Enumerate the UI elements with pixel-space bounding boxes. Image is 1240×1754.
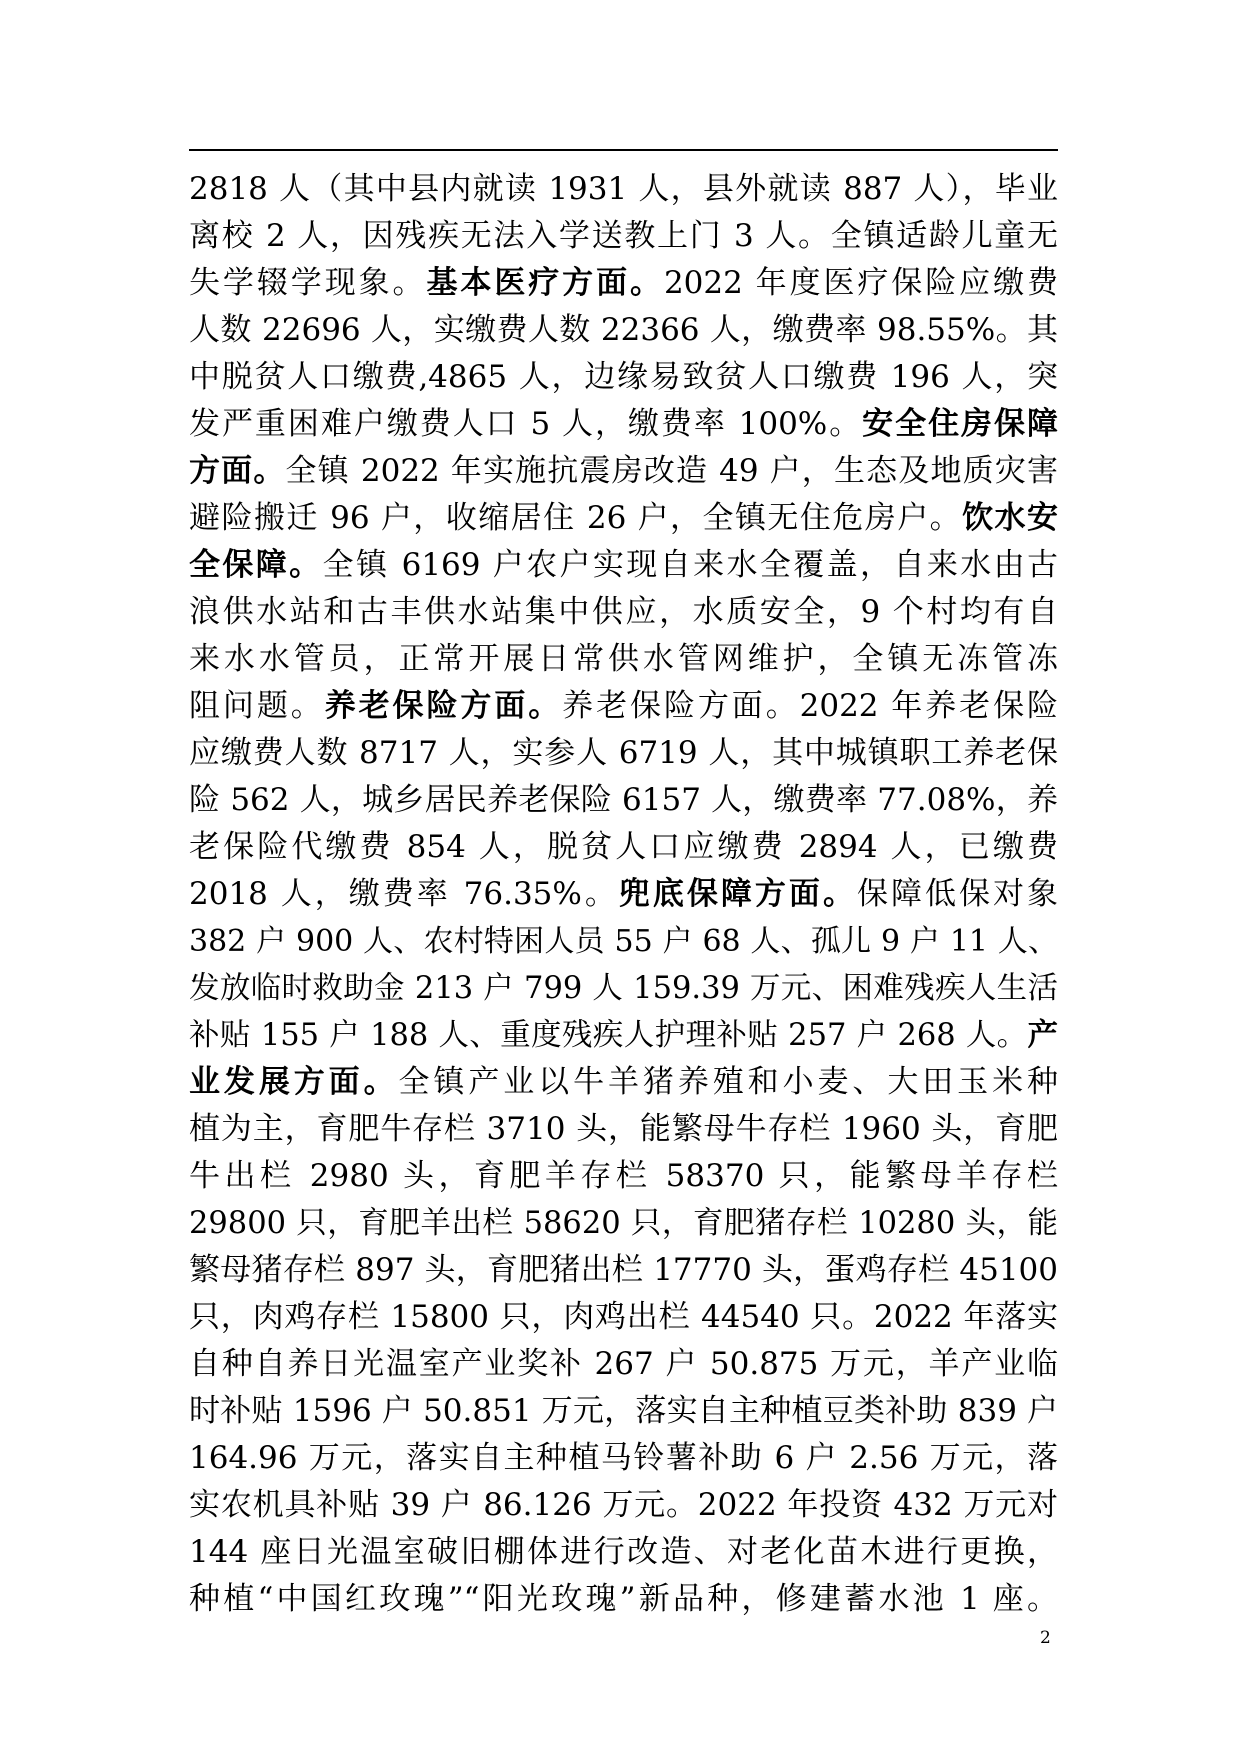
text-segment: 164.96 万元，落实自主种植马铃薯补助 6 户 2.56 万元，落 — [189, 1440, 1058, 1476]
text-segment: 失学辍学现象。 — [189, 265, 427, 301]
text-line — [189, 448, 1058, 495]
section-heading: 兜底保障方面。 — [618, 876, 857, 912]
text-segment: 保障低保对象 — [856, 876, 1058, 912]
text-line — [189, 1341, 1058, 1388]
text-line — [189, 213, 1058, 260]
header-rule — [189, 149, 1058, 151]
text-line — [189, 495, 1058, 542]
text-segment: 时补贴 1596 户 50.851 万元，落实自主种植豆类补助 839 户 — [189, 1393, 1058, 1429]
text-line — [189, 824, 1058, 871]
text-segment: 繁母猪存栏 897 头，育肥猪出栏 17770 头，蛋鸡存栏 45100 — [189, 1252, 1058, 1288]
text-line — [189, 1482, 1058, 1529]
text-segment: 只，肉鸡存栏 15800 只，肉鸡出栏 44540 只。2022 年落实 — [189, 1299, 1058, 1335]
page-number: 2 — [1040, 1628, 1051, 1648]
text-segment: 养老保险方面。2022 年养老保险 — [562, 688, 1059, 724]
text-line — [189, 307, 1058, 354]
text-segment: 植为主，育肥牛存栏 3710 头，能繁母牛存栏 1960 头，育肥 — [189, 1111, 1058, 1147]
text-segment: 实农机具补贴 39 户 86.126 万元。2022 年投资 432 万元对 — [189, 1487, 1058, 1523]
text-line — [189, 965, 1058, 1012]
text-segment: 自种自养日光温室产业奖补 267 户 50.875 万元，羊产业临 — [189, 1346, 1058, 1382]
section-heading: 养老保险方面。 — [324, 688, 563, 724]
text-segment: 种植“中国红玫瑰”“阳光玫瑰”新品种，修建蓄水池 1 座。 — [189, 1581, 1058, 1617]
text-line — [189, 260, 1058, 307]
text-line — [189, 1294, 1058, 1341]
text-line — [189, 1059, 1058, 1106]
text-line — [189, 1388, 1058, 1435]
text-segment: 2022 年度医疗保险应缴费 — [663, 265, 1058, 301]
text-line — [189, 918, 1058, 965]
section-heading: 方面。 — [189, 453, 286, 489]
text-line — [189, 1012, 1058, 1059]
text-line — [189, 401, 1058, 448]
text-segment: 全镇 6169 户农户实现自来水全覆盖，自来水由古 — [322, 547, 1059, 583]
text-line — [189, 1200, 1058, 1247]
text-line — [189, 683, 1058, 730]
section-heading: 业发展方面。 — [189, 1064, 399, 1100]
text-segment: 全镇 2022 年实施抗震房改造 49 户，生态及地质灾害 — [285, 453, 1058, 489]
text-line — [189, 777, 1058, 824]
text-line — [189, 730, 1058, 777]
text-line — [189, 1435, 1058, 1482]
text-line — [189, 1529, 1058, 1576]
text-segment: 人数 22696 人，实缴费人数 22366 人，缴费率 98.55%。其 — [189, 312, 1058, 348]
section-heading: 产 — [1027, 1018, 1058, 1053]
text-line — [189, 354, 1058, 401]
text-segment: 29800 只，育肥羊出栏 58620 只，育肥猪存栏 10280 头，能 — [189, 1206, 1058, 1241]
text-segment: 避险搬迁 96 户，收缩居住 26 户，全镇无住危房户。 — [189, 500, 963, 536]
text-segment: 2018 人，缴费率 76.35%。 — [189, 876, 619, 912]
text-line — [189, 1153, 1058, 1200]
text-segment: 发严重困难户缴费人口 5 人，缴费率 100%。 — [189, 406, 863, 442]
text-segment: 补贴 155 户 188 人、重度残疾人护理补贴 257 户 268 人。 — [189, 1018, 1028, 1053]
section-heading: 饮水安 — [962, 500, 1059, 536]
section-heading: 基本医疗方面。 — [426, 265, 664, 301]
text-segment: 144 座日光温室破旧棚体进行改造、对老化苗木进行更换， — [189, 1534, 1058, 1570]
text-line — [189, 1247, 1058, 1294]
text-segment: 2818 人（其中县内就读 1931 人，县外就读 887 人），毕业 — [189, 171, 1058, 207]
text-line — [189, 1576, 1058, 1623]
text-segment: 牛出栏 2980 头，育肥羊存栏 58370 只，能繁母羊存栏 — [189, 1158, 1058, 1194]
text-segment: 险 562 人，城乡居民养老保险 6157 人，缴费率 77.08%，养 — [189, 782, 1058, 818]
text-segment: 全镇产业以牛羊猪养殖和小麦、大田玉米种 — [398, 1064, 1058, 1100]
text-segment: 中脱贫人口缴费,4865 人，边缘易致贫人口缴费 196 人，突 — [189, 359, 1058, 395]
text-segment: 来水水管员，正常开展日常供水管网维护，全镇无冻管冻 — [189, 641, 1058, 677]
text-segment: 浪供水站和古丰供水站集中供应，水质安全，9 个村均有自 — [189, 594, 1058, 630]
section-heading: 安全住房保障 — [862, 406, 1058, 442]
text-line — [189, 1106, 1058, 1153]
text-line — [189, 589, 1058, 636]
text-segment: 阻问题。 — [189, 688, 325, 724]
text-segment: 发放临时救助金 213 户 799 人 159.39 万元、困难残疾人生活 — [189, 971, 1058, 1006]
text-segment: 离校 2 人，因残疾无法入学送教上门 3 人。全镇适龄儿童无 — [189, 218, 1058, 254]
body-text — [189, 166, 1058, 1623]
text-line — [189, 166, 1058, 213]
text-segment: 老保险代缴费 854 人，脱贫人口应缴费 2894 人，已缴费 — [189, 829, 1058, 865]
text-line — [189, 636, 1058, 683]
section-heading: 全保障。 — [189, 547, 323, 583]
text-line — [189, 871, 1058, 918]
text-line — [189, 542, 1058, 589]
text-segment: 382 户 900 人、农村特困人员 55 户 68 人、孤儿 9 户 11 人、 — [189, 924, 1058, 959]
text-segment: 应缴费人数 8717 人，实参人 6719 人，其中城镇职工养老保 — [189, 735, 1058, 771]
